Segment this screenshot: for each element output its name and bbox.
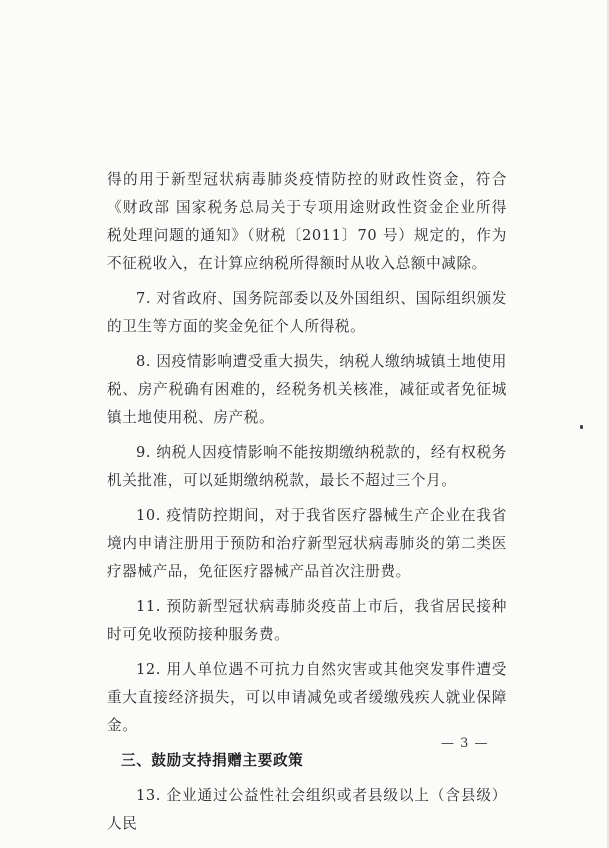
paragraph-continuation: 得的用于新型冠状病毒肺炎疫情防控的财政性资金，符合《财政部 国家税务总局关于专项用途财政性资金企业所得税处理问题的通知》（财税〔2011〕70 号）规定的，作为不征税收入，在计算应纳税所得额时从收入总额中减除。 — [107, 171, 507, 272]
paragraph-item-11: 11. 预防新型冠状病毒肺炎疫苗上市后，我省居民接种时可免收预防接种服务费。 — [107, 598, 507, 643]
scan-speck — [580, 425, 583, 429]
paragraph-item-10: 10. 疫情防控期间，对于我省医疗器械生产企业在我省境内申请注册用于预防和治疗新型冠状病毒肺炎的第二类医疗器械产品，免征医疗器械产品首次注册费。 — [107, 507, 507, 580]
page-number: — 3 — — [441, 736, 489, 751]
paragraph-item-7: 7. 对省政府、国务院部委以及外国组织、国际组织颁发的卫生等方面的奖金免征个人所得税。 — [107, 290, 507, 335]
paragraph-item-13: 13. 企业通过公益性社会组织或者县级以上（含县级）人民 — [107, 787, 507, 832]
paragraph-item-12: 12. 用人单位遇不可抗力自然灾害或其他突发事件遭受重大直接经济损失，可以申请减免或者缓缴残疾人就业保障金。 — [107, 661, 507, 734]
section-heading: 三、鼓励支持捐赠主要政策 — [121, 752, 304, 769]
paragraph-item-8: 8. 因疫情影响遭受重大损失，纳税人缴纳城镇土地使用税、房产税确有困难的，经税务机关核准，减征或者免征城镇土地使用税、房产税。 — [107, 353, 507, 426]
paragraph-item-9: 9. 纳税人因疫情影响不能按期缴纳税款的，经有权税务机关批准，可以延期缴纳税款，最长不超过三个月。 — [107, 444, 507, 489]
